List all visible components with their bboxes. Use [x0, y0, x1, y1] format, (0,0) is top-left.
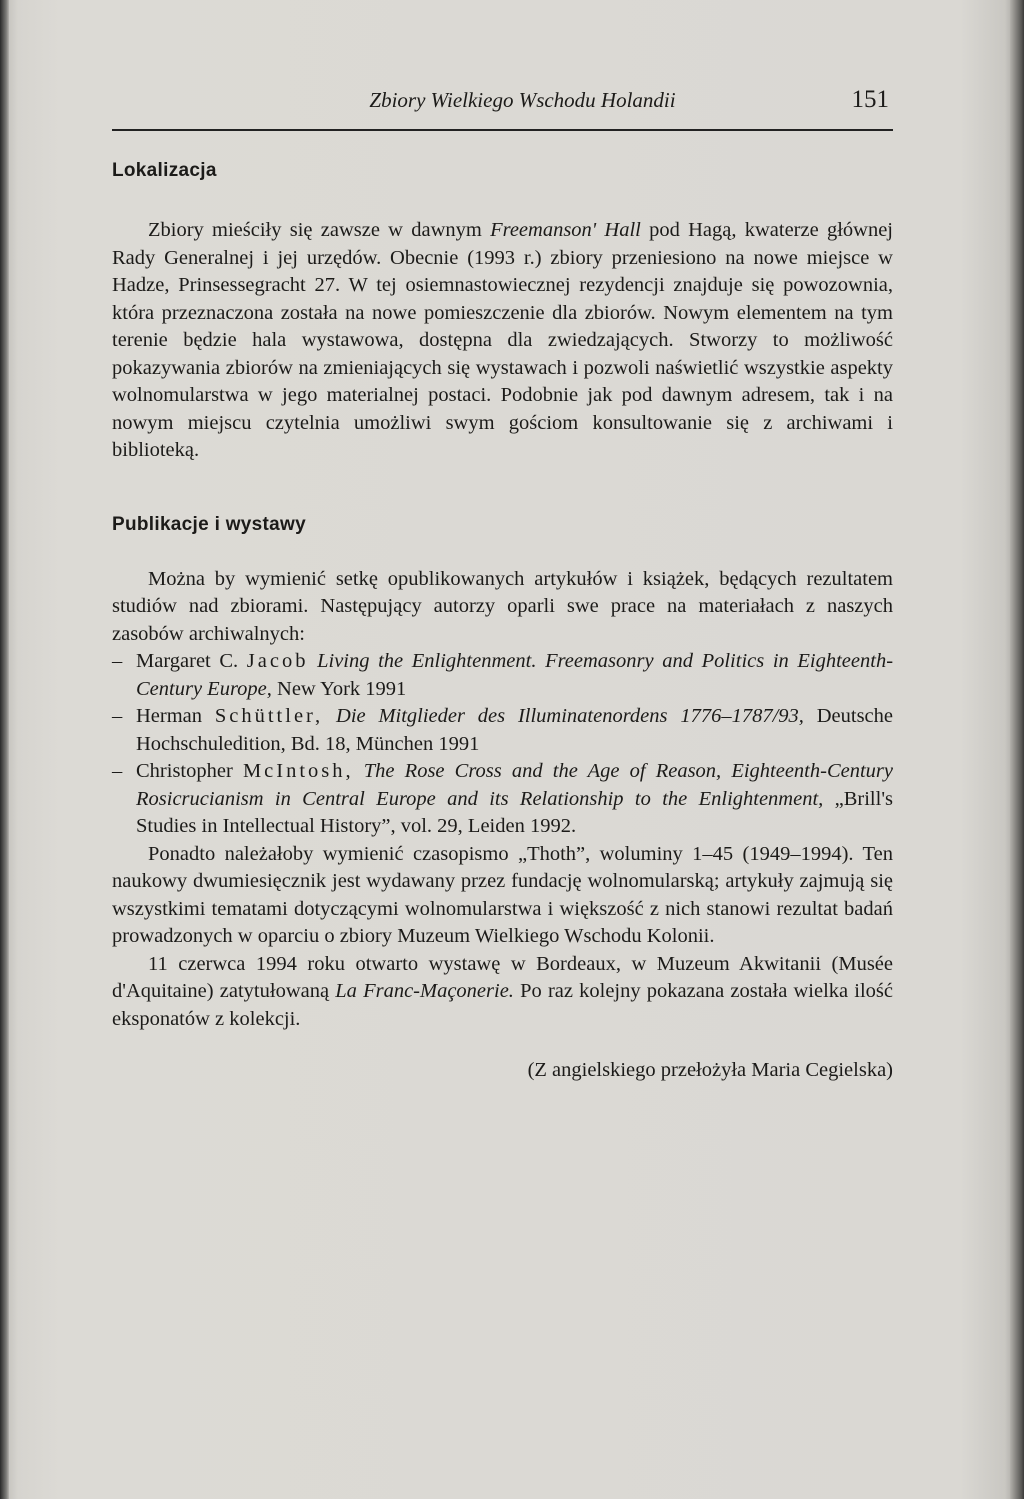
paragraph-bordeaux [112, 951, 893, 1034]
translator-credit: (Z angielskiego przełożyła Maria Cegielska) [527, 1059, 893, 1081]
paragraph-lokalizacja [112, 217, 893, 465]
list-dash: – [112, 760, 123, 782]
header-rule [112, 129, 893, 131]
text-run-italic: La Franc-Maçonerie. [335, 980, 514, 1002]
text-run-italic: Freemanson' Hall [490, 219, 641, 241]
page-number: 151 [851, 86, 889, 113]
text-run: pod Hagą, kwaterze głównej Rady Generalnej i jej urzędów. Obecnie (1993 r.) zbiory przeniesiono na nowe miejsce w Hadze, Prinsessegracht 27. W tej osiemnastowiecznej rezydencji znajduje się powozownia, która przeznaczona została na nowe pomieszczenie dla zbiorów. Nowym elementem na tym terenie będzie hala wystawowa, dostępna dla zwiedzających. Stworzy to możliwość pokazywania zbiorów na zmieniających się wystawach i pozwoli naświetlić wszystkie aspekty wolnomularstwa w jego materialnej postaci. Podobnie jak pod dawnym adresem, tak i na nowym miejscu czytelnia umożliwi swym gościom konsultowanie się z archiwami i biblioteką. [112, 219, 893, 461]
list-dash: – [112, 705, 123, 727]
publication-details: „Brill's Studies in Intellectual History”, vol. 29, Leiden 1992. [136, 787, 893, 837]
list-dash: – [112, 650, 123, 672]
publication-details: New York 1991 [271, 677, 407, 700]
reference-item [112, 703, 893, 758]
running-title: Zbiory Wielkiego Wschodu Holandii [369, 88, 676, 112]
text-run: Zbiory mieściły się zawsze w dawnym [148, 219, 491, 241]
publication-details: Deutsche Hochschuledition, Bd. 18, München 1991 [136, 705, 894, 755]
paragraph-publikacje-intro: Można by wymienić setkę opublikowanych artykułów i książek, będących rezultatem studiów nad zbiorami. Następujący autorzy oparli swe prace na materiałach z naszych zasobów archiwalnych: [112, 567, 893, 645]
reference-item [112, 648, 893, 703]
reference-list [112, 648, 893, 841]
text-run: 11 czerwca 1994 roku otwarto wystawę w Bordeaux, w Muzeum Akwitanii (Musée d'Aquitaine) zatytułowaną [112, 952, 893, 1002]
page-edge-shadow [1010, 0, 1024, 1499]
author-surname: Schüttler, [214, 705, 324, 727]
page-content [112, 160, 893, 1082]
text-run: Po raz kolejny pokazana została wielka ilość eksponatów z kolekcji. [112, 980, 894, 1030]
book-title: Die Mitglieder des Illuminatenordens 1776–1787/93, [336, 705, 804, 727]
author-surname: McIntosh, [242, 760, 354, 782]
reference-item [112, 758, 893, 841]
page-header [112, 86, 893, 126]
book-title: Living the Enlightenment. Freemasonry and Politics in Eighteenth-Century Europe, [136, 650, 894, 700]
paragraph-thoth: Ponadto należałoby wymienić czasopismo „Thoth”, woluminy 1–45 (1949–1994). Ten naukowy dwumiesięcznik jest wydawany przez fundację wolnomularską; artykuły zajmują się wszystkimi tematami dotyczącymi wolnomularstwa i większość z nich stanowi rezultat badań prowadzonych w oparciu o zbiory Muzeum Wielkiego Wschodu Kolonii. [112, 842, 893, 947]
author-surname: Jacob [246, 650, 309, 672]
book-page [112, 86, 894, 1081]
author-first-name: Margaret C. [136, 650, 239, 672]
author-first-name: Herman [136, 705, 203, 727]
book-spine-shadow [0, 0, 9, 1499]
author-first-name: Christopher [136, 760, 233, 782]
section-title-lokalizacja: Lokalizacja [112, 160, 217, 181]
section-title-publikacje: Publikacje i wystawy [112, 513, 306, 535]
book-title: The Rose Cross and the Age of Reason, Eighteenth-Century Rosicrucianism in Central Europe and its Relationship to the Enlightenment, [136, 760, 893, 810]
